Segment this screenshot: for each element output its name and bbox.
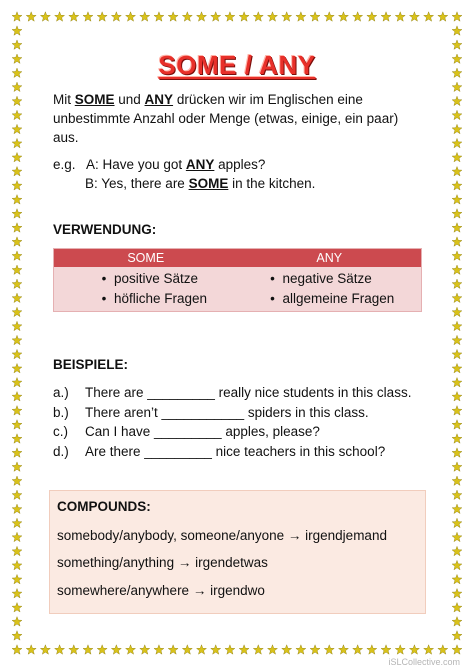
watermark: iSLCollective.com — [388, 657, 460, 667]
example-line-b: B: Yes, there are SOME in the kitchen. — [85, 176, 316, 191]
usage-some-list — [54, 267, 253, 309]
usage-header-some: SOME — [127, 251, 165, 265]
usage-heading: VERWENDUNG: — [53, 222, 157, 237]
list-item: • negative Sätze — [270, 271, 372, 286]
usage-any-list — [253, 267, 422, 309]
compound-line: somebody/anybody, someone/anyone → irgendjemand — [57, 528, 387, 543]
example-dialogue — [53, 155, 423, 193]
list-item: c.) Can I have _________ apples, please? — [53, 424, 320, 439]
examples-list — [53, 383, 411, 461]
list-item: • allgemeine Fragen — [270, 291, 395, 306]
usage-header — [54, 249, 421, 267]
usage-header-any: ANY — [316, 251, 343, 265]
compounds-heading: COMPOUNDS: — [57, 499, 151, 514]
some-keyword: SOME — [74, 92, 115, 107]
list-item: d.) Are there _________ nice teachers in this school? — [53, 443, 386, 459]
any-keyword: ANY — [144, 92, 174, 107]
page-title: SOME / ANY — [158, 50, 316, 80]
intro-text: Mit SOME und ANY drücken wir im Englischen eine unbestimmte Anzahl oder Menge (etwas, einige, ein paar) aus. — [53, 92, 399, 145]
compound-line: somewhere/anywhere → irgendwo — [57, 583, 265, 598]
list-item: • positive Sätze — [101, 271, 199, 286]
example-line-a: e.g. A: Have you got ANY apples? — [53, 157, 266, 172]
compounds-box — [49, 490, 426, 614]
usage-table — [53, 248, 422, 312]
examples-heading: BEISPIELE: — [53, 357, 129, 372]
list-item: b.) There aren’t ___________ spiders in this class. — [53, 404, 369, 420]
compound-line: something/anything → irgendetwas — [57, 555, 268, 570]
list-item: a.) There are _________ really nice students in this class. — [53, 385, 412, 400]
list-item: • höfliche Fragen — [101, 291, 208, 306]
